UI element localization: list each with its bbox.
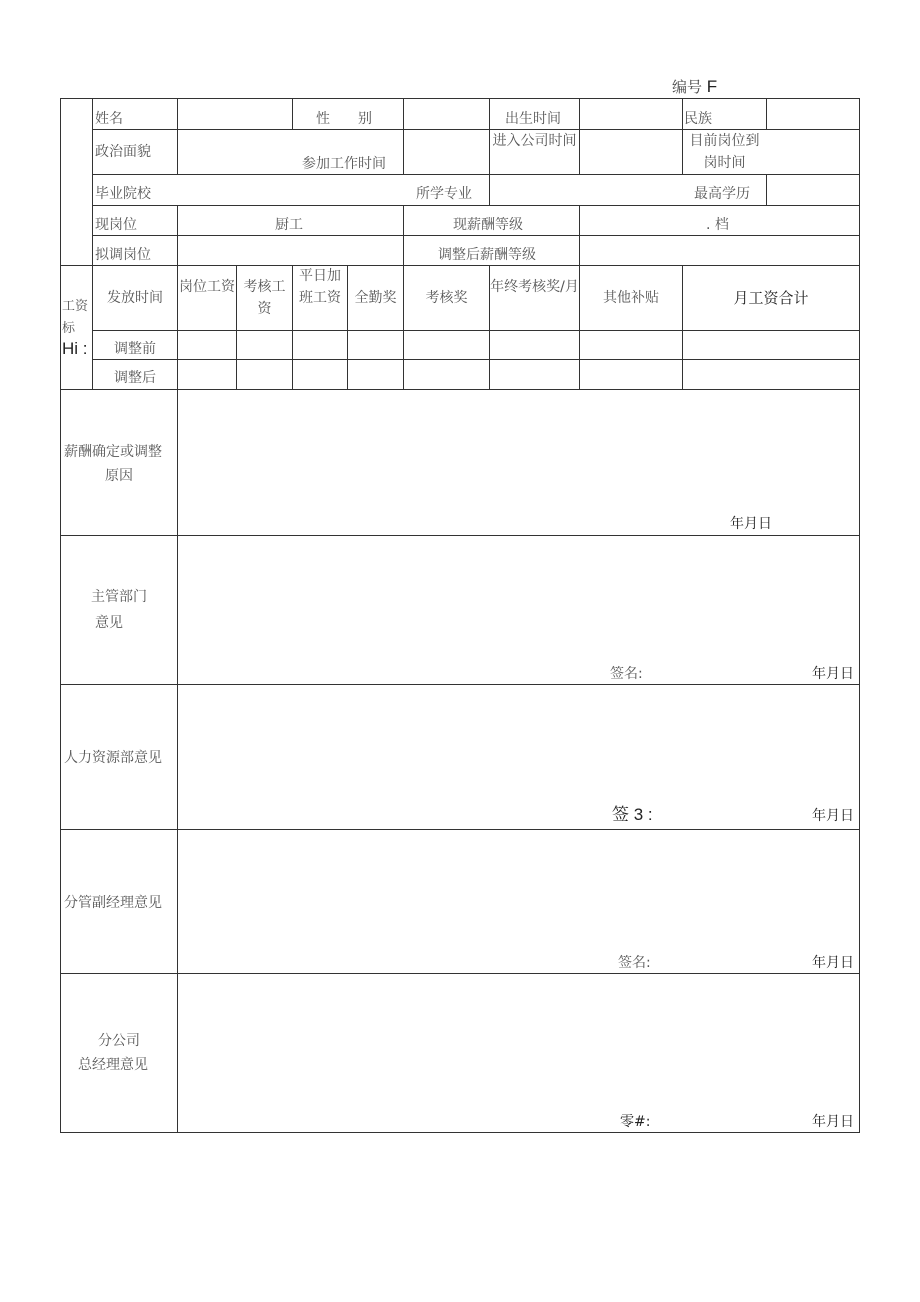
current-salary-level-value: . 档 [706, 217, 729, 233]
section-hr-label: 人力资源部意见 [64, 750, 162, 766]
section-gm-label-line1: 分公司 [98, 1033, 140, 1049]
salary-header-total: 月工资合计 [733, 289, 809, 307]
proposed-post-label: 拟调岗位 [95, 247, 151, 263]
section-vice-manager-sign: 签名: [618, 955, 651, 971]
salary-header-year-end: 年终考核奖/月 [490, 279, 579, 295]
salary-row-before: 调整前 [114, 341, 156, 357]
current-post-time-label: 目前岗位到岗时间 [689, 133, 760, 171]
name-label: 姓名 [95, 111, 123, 127]
section-vice-manager-date: 年月日 [812, 955, 854, 971]
section-reason-label-line2: 原因 [105, 468, 133, 484]
education-label: 最高学历 [694, 186, 750, 202]
salary-header-attendance: 全勤奖 [354, 290, 397, 306]
join-company-label: 进入公司时间 [492, 133, 577, 149]
section-hr-date: 年月日 [812, 808, 854, 824]
salary-side-label-1: 工资 [62, 299, 89, 314]
section-gm-sign: 零#: [620, 1114, 651, 1130]
political-label: 政治面貌 [95, 144, 151, 160]
salary-side-label-3: Hi : [62, 339, 88, 358]
section-gm-label-line2: 总经理意见 [78, 1057, 148, 1073]
section-hr-sign: 签 3 : [612, 805, 653, 824]
current-salary-level-label: 现薪酬等级 [453, 217, 523, 233]
gender-label: 性 别 [316, 111, 372, 127]
salary-header-assess-bonus: 考核奖 [425, 290, 468, 306]
salary-header-post-wage: 岗位工资 [179, 279, 235, 295]
current-post-label: 现岗位 [95, 217, 137, 233]
salary-side-label-2: 标 [62, 321, 76, 336]
section-vice-manager-label: 分管副经理意见 [64, 895, 162, 911]
major-label: 所学专业 [416, 186, 472, 202]
work-start-label: 参加工作时间 [302, 156, 386, 172]
form-code-label: 编号 [672, 78, 703, 96]
adjusted-salary-level-label: 调整后薪酬等级 [438, 247, 536, 263]
current-post-value: 厨工 [275, 217, 303, 233]
section-reason-label-line1: 薪酬确定或调整 [64, 444, 162, 460]
salary-header-time: 发放时间 [107, 290, 163, 306]
salary-header-allowance: 其他补贴 [603, 290, 659, 306]
section-dept-sign: 签名: [610, 666, 643, 682]
section-dept-date: 年月日 [812, 666, 854, 682]
section-dept-label-line2: 意见 [95, 615, 123, 631]
salary-header-assess-wage: 考核工资 [243, 279, 286, 317]
form-code-value: F [706, 77, 718, 96]
form-code [672, 76, 717, 97]
section-dept-label-line1: 主管部门 [91, 589, 147, 605]
birth-label: 出生时间 [505, 111, 561, 127]
section-reason-date: 年月日 [730, 516, 772, 532]
salary-row-after: 调整后 [114, 370, 156, 386]
section-gm-date: 年月日 [812, 1114, 854, 1130]
salary-header-overtime: 平日加班工资 [299, 268, 341, 306]
ethnicity-label: 民族 [684, 111, 712, 127]
school-label: 毕业院校 [95, 186, 151, 202]
